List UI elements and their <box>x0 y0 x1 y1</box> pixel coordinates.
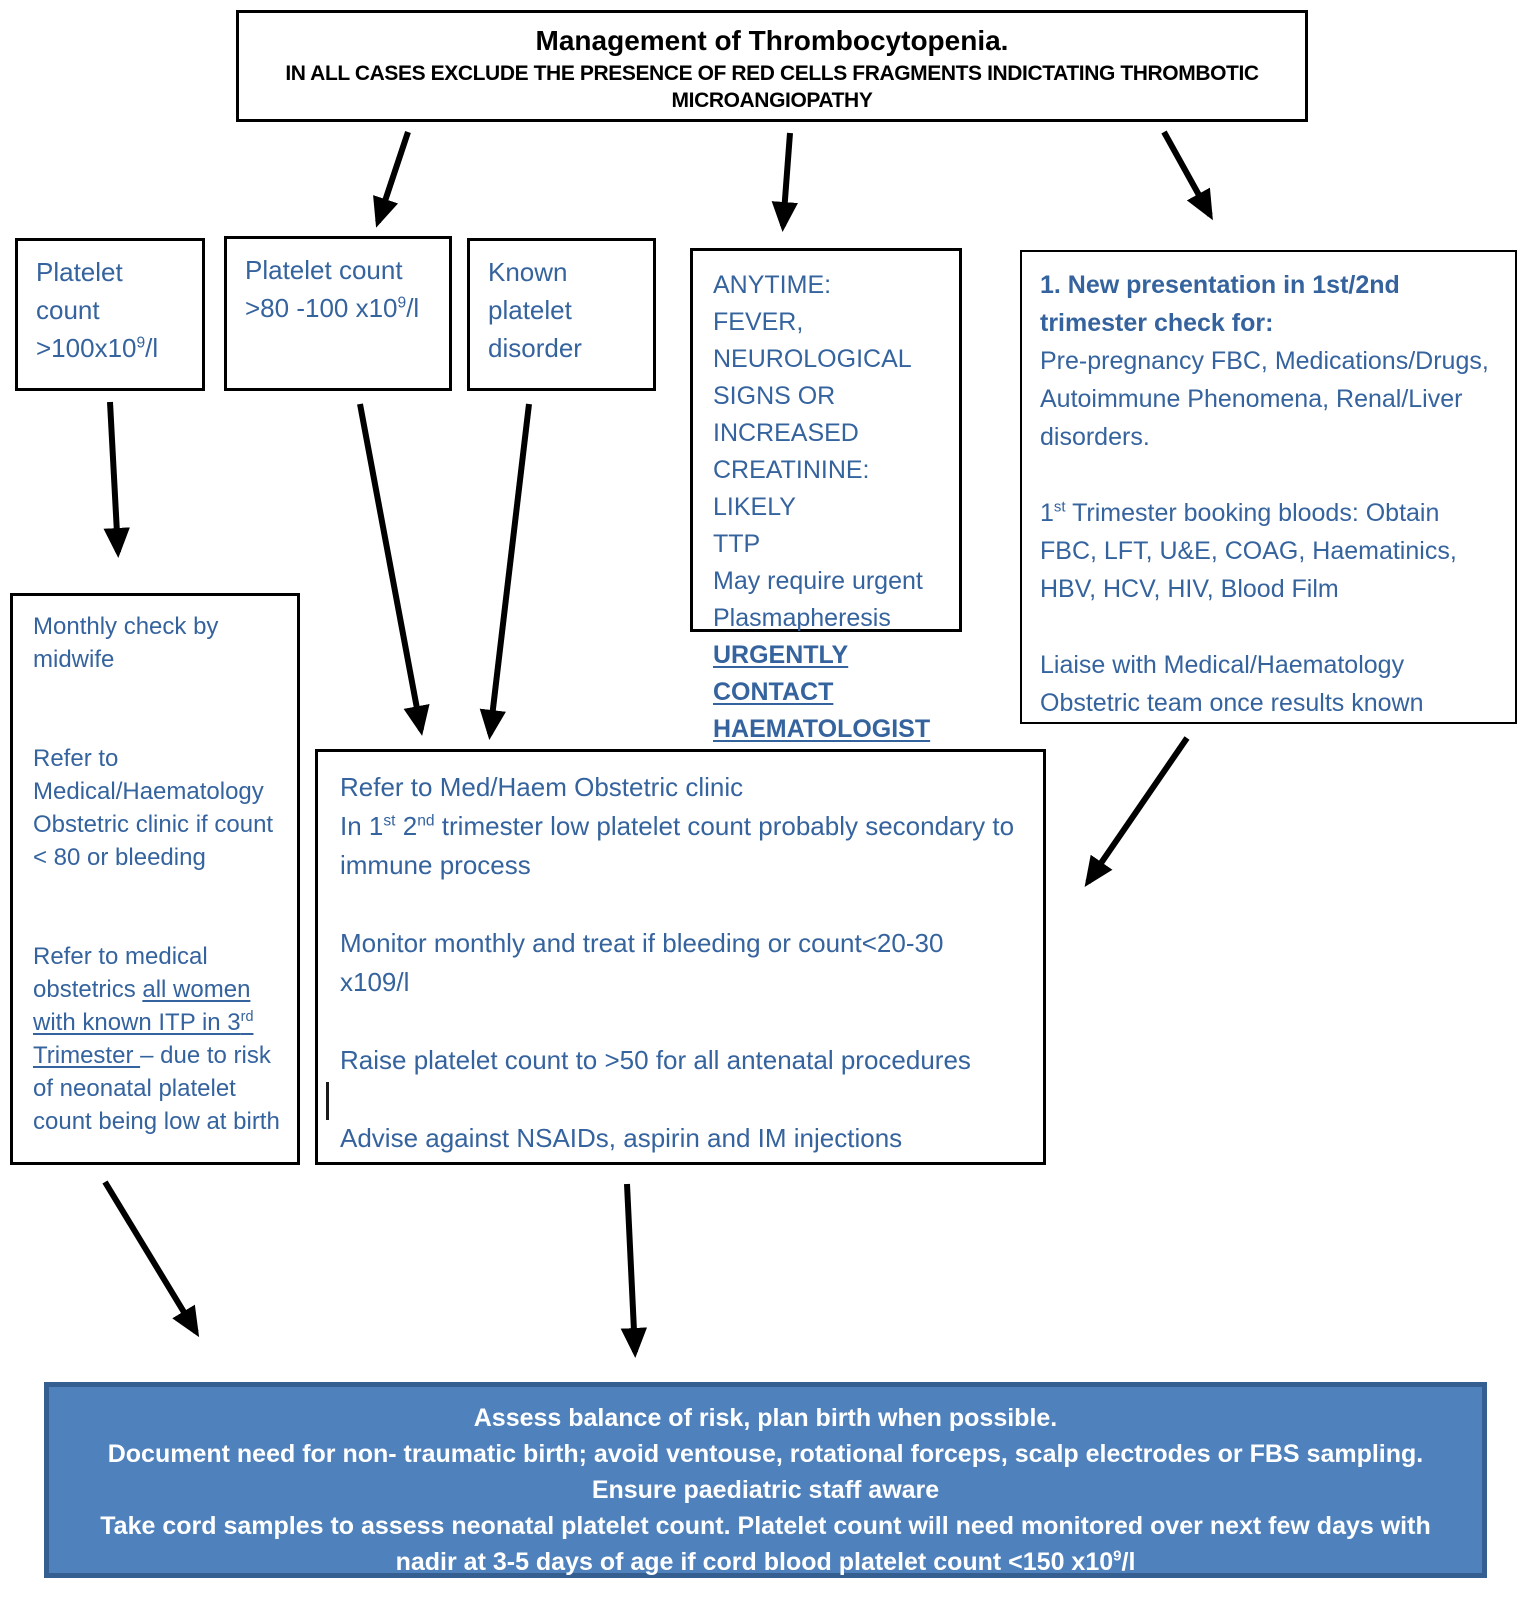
node-ttp-alert-text: ANYTIME: FEVER, NEUROLOGICAL SIGNS OR INCREASED CREATININE: LIKELY TTP May require urgent Plasmapheresis URGENTLY CONTACT HAEMATOLOGIST <box>713 271 931 743</box>
title-subheading: IN ALL CASES EXCLUDE THE PRESENCE OF RED CELLS FRAGMENTS INDICTATING THROMBOTIC MICROANGIOPATHY <box>285 62 1259 112</box>
node-platelet-count-over-100-text: Platelet count $>100x10^9/l$ <box>36 257 159 363</box>
arrow-title-to-ttp-alert <box>783 133 790 226</box>
node-known-platelet-disorder-text: Known platelet disorder <box>488 257 582 363</box>
node-monthly-check-midwife <box>10 593 300 1165</box>
node-platelet-count-80-100 <box>224 236 452 391</box>
arrow-refer-clinic-to-banner <box>627 1184 635 1352</box>
title-box <box>236 10 1308 122</box>
arrow-platelet-100-to-monthly-check <box>110 402 118 552</box>
arrow-title-to-platelet-80-100 <box>378 132 408 222</box>
node-new-presentation-check <box>1020 250 1517 724</box>
node-refer-med-haem-clinic <box>315 749 1046 1165</box>
text-cursor-artifact <box>326 1082 329 1120</box>
node-birth-plan-banner-text: Assess balance of risk, plan birth when possible. Document need for non- traumatic birth; avoid ventouse, rotational forceps, scalp electrodes or FBS sampling. Ensure paediatric staff aware Take cord samples to assess neonatal platelet count. Platelet count will need monitored over next few days with nadir at 3-5 days of age if cord blood platelet count <150 $x10^9/l$ <box>100 1404 1431 1576</box>
arrow-monthly-check-to-banner <box>105 1182 196 1332</box>
arrow-platelet-80-100-to-refer-clinic <box>360 404 421 730</box>
node-refer-med-haem-clinic-text: Refer to Med/Haem Obstetric clinic In 1st 2nd trimester low platelet count probably secondary to immune process Monitor monthly and treat if bleeding or count<20-30 x109/l Raise platelet count to >50 for all antenatal procedures Advise against NSAIDs, aspirin and IM injections <box>340 772 1015 1153</box>
node-new-presentation-check-text: 1. New presentation in 1st/2nd trimester check for: Pre-pregnancy FBC, Medications/Drugs, Autoimmune Phenomena, Renal/Liver disorders. 1st Trimester booking bloods: Obtain FBC, LFT, U&E, COAG, Haematinics, HBV, HCV, HIV, Blood Film Liaise with Medical/Haematology Obstetric team once results known <box>1040 271 1489 717</box>
node-birth-plan-banner <box>44 1382 1487 1578</box>
node-platelet-count-80-100-text: Platelet count >80 -100 $x10^9/l$ <box>245 255 420 323</box>
arrow-title-to-new-presentation <box>1164 132 1210 215</box>
node-known-platelet-disorder <box>467 238 656 391</box>
arrow-known-disorder-to-refer-clinic <box>490 404 529 734</box>
page-title: Management of Thrombocytopenia. <box>535 25 1009 56</box>
node-platelet-count-over-100 <box>15 238 205 391</box>
node-ttp-alert <box>690 248 962 743</box>
arrow-new-presentation-down-left <box>1088 738 1187 882</box>
node-monthly-check-midwife-text: Monthly check by midwife Refer to Medical/Haematology Obstetric clinic if count < 80 or bleeding Refer to medical obstetrics all women with known ITP in 3rd Trimester – due to risk of neonatal platelet count being low at birth <box>33 613 280 1135</box>
